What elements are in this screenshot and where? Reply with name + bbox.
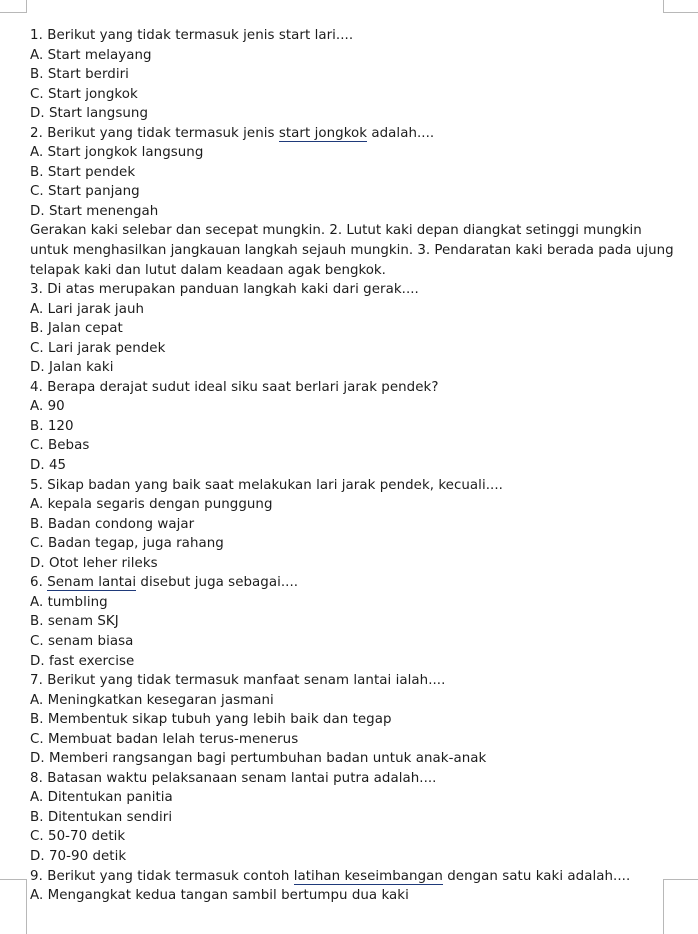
question-text: Berapa derajat sudut ideal siku saat berlari jarak pendek? xyxy=(47,379,439,395)
option-c: C. Start jongkok xyxy=(30,86,138,102)
question-text: Sikap badan yang baik saat melakukan lari jarak pendek, kecuali.... xyxy=(47,477,503,493)
option-a: A. Ditentukan panitia xyxy=(30,790,173,806)
option-a: A. kepala segaris dengan punggung xyxy=(30,497,273,513)
option-d: D. Jalan kaki xyxy=(30,360,114,376)
question-number: 6. xyxy=(30,575,43,591)
question-number: 3. xyxy=(30,282,43,298)
question-number: 4. xyxy=(30,379,43,395)
option-c: C. Lari jarak pendek xyxy=(30,340,166,356)
question-text-after: dengan satu kaki adalah.... xyxy=(442,868,631,884)
question-3 xyxy=(30,280,690,300)
option-a: A. 90 xyxy=(30,399,65,415)
question-number: 5. xyxy=(30,477,43,493)
question-2 xyxy=(30,124,690,144)
option-a: A. Lari jarak jauh xyxy=(30,301,145,317)
option-c: C. Bebas xyxy=(30,438,90,454)
option-d: D. Otot leher rileks xyxy=(30,555,158,571)
underlined-term: Senam lantai xyxy=(47,575,137,591)
question-1 xyxy=(30,26,690,46)
question-number: 9. xyxy=(30,868,43,884)
option-d: D. Memberi rangsangan bagi pertumbuhan badan untuk anak-anak xyxy=(30,751,487,767)
question-text: Berikut yang tidak termasuk manfaat senam lantai ialah.... xyxy=(47,673,446,689)
option-b: B. 120 xyxy=(30,418,74,434)
option-b: B. Jalan cepat xyxy=(30,321,123,337)
option-c: C. 50-70 detik xyxy=(30,829,126,845)
option-a: A. tumbling xyxy=(30,594,108,610)
question-3-context-paragraph: Gerakan kaki selebar dan secepat mungkin. 2. Lutut kaki depan diangkat setinggi mungkin untuk menghasilkan jangkauan langkah sejauh mungkin. 3. Pendaratan kaki berada pada ujung telapak kaki dan lutut dalam keadaan agak bengkok. xyxy=(30,223,674,278)
option-d: D. 70-90 detik xyxy=(30,848,127,864)
option-a: A. Start melayang xyxy=(30,47,152,63)
question-5 xyxy=(30,476,690,496)
option-b: B. Membentuk sikap tubuh yang lebih baik dan tegap xyxy=(30,712,392,728)
question-6 xyxy=(30,573,690,593)
option-b: B. Start berdiri xyxy=(30,67,129,83)
question-9 xyxy=(30,867,690,887)
option-d: D. fast exercise xyxy=(30,653,135,669)
option-d: D. Start langsung xyxy=(30,106,149,122)
question-text-after: disebut juga sebagai.... xyxy=(136,575,299,591)
option-c: C. Start panjang xyxy=(30,184,140,200)
option-a: A. Mengangkat kedua tangan sambil bertumpu dua kaki xyxy=(30,888,409,904)
question-text-after: adalah.... xyxy=(367,125,435,141)
option-c: C. Badan tegap, juga rahang xyxy=(30,536,224,552)
option-d: D. Start menengah xyxy=(30,203,159,219)
option-c: C. Membuat badan lelah terus-menerus xyxy=(30,731,299,747)
option-c: C. senam biasa xyxy=(30,633,134,649)
question-4 xyxy=(30,378,690,398)
question-text: Di atas merupakan panduan langkah kaki dari gerak.... xyxy=(47,282,419,298)
option-b: B. Badan condong wajar xyxy=(30,516,195,532)
question-number: 1. xyxy=(30,28,43,43)
question-text-before: Berikut yang tidak termasuk jenis xyxy=(47,125,279,141)
question-number: 8. xyxy=(30,770,43,786)
option-b: B. Start pendek xyxy=(30,164,136,180)
page-corner-mark-top-left xyxy=(0,0,27,13)
question-7 xyxy=(30,671,690,691)
question-text-before: Berikut yang tidak termasuk contoh xyxy=(47,868,294,884)
option-d: D. 45 xyxy=(30,458,67,474)
question-number: 7. xyxy=(30,673,43,689)
question-8 xyxy=(30,769,690,789)
option-a: A. Start jongkok langsung xyxy=(30,145,204,161)
question-number: 2. xyxy=(30,125,43,141)
page-corner-mark-bottom-left xyxy=(0,879,27,934)
quiz-document xyxy=(30,26,690,906)
option-a: A. Meningkatkan kesegaran jasmani xyxy=(30,692,274,708)
underlined-term: start jongkok xyxy=(278,125,368,141)
question-text: Berikut yang tidak termasuk jenis start lari.... xyxy=(47,28,354,43)
option-b: B. senam SKJ xyxy=(30,614,119,630)
question-text: Batasan waktu pelaksanaan senam lantai putra adalah.... xyxy=(47,770,437,786)
underlined-term: latihan keseimbangan xyxy=(293,868,443,884)
option-b: B. Ditentukan sendiri xyxy=(30,809,173,825)
page-corner-mark-top-right xyxy=(663,0,698,13)
